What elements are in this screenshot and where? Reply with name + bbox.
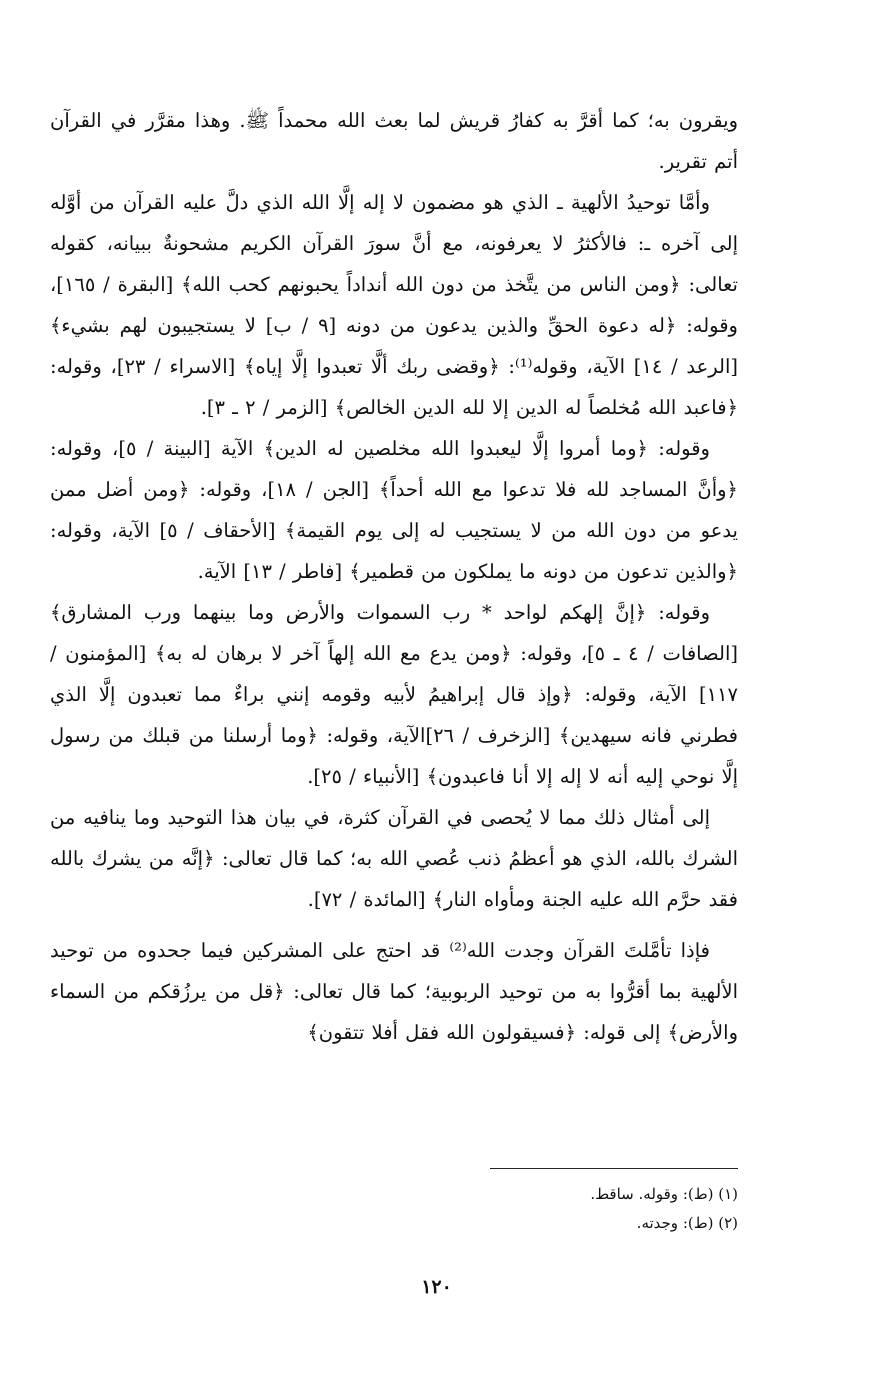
footnote-2: (٢) (ط): وجدته. (636, 1214, 738, 1232)
footnotes (138, 1180, 738, 1238)
paragraph-5: إلى أمثال ذلك مما لا يُحصى في القرآن كثرة، في بيان هذا التوحيد وما ينافيه من الشرك بالله، الذي هو أعظمُ ذنب عُصي الله به؛ كما قال تعالى: ﴿إنَّه من يشرك بالله فقد حرَّم الله عليه الجنة ومأواه النار﴾ [المائدة / ٧٢]. (50, 806, 738, 911)
paragraph-1: ويقرون به؛ كما أقرَّ به كفارُ قريش لما بعث الله محمداً ﷺ. وهذا مقرَّر في القرآن أتم تقرير. (50, 109, 738, 173)
page-body (50, 100, 738, 1053)
footnote-divider (490, 1168, 738, 1169)
page-number: ١٢٠ (421, 1276, 452, 1298)
paragraph-4: وقوله: ﴿إنَّ إلهكم لواحد * رب السموات والأرض وما بينهما ورب المشارق﴾ [الصافات / ٤ ـ ٥]، وقوله: ﴿ومن يدع مع الله إلهاً آخر لا برهان له به﴾ [المؤمنون / ١١٧] الآية، وقوله: ﴿وإذ قال إبراهيمُ لأبيه وقومه إنني براءٌ مما تعبدون إلَّا الذي فطرني فانه سيهدين﴾ [الزخرف / ٢٦]الآية، وقوله: ﴿وما أرسلنا من قبلك من رسول إلَّا نوحي إليه أنه لا إله إلا أنا فاعبدون﴾ [الأنبياء / ٢٥]. (50, 601, 738, 788)
footnote-1: (١) (ط): وقوله. ساقط. (590, 1185, 738, 1203)
paragraph-2: وأمَّا توحيدُ الألهية ـ الذي هو مضمون لا إله إلَّا الله الذي دلَّ عليه القرآن من أوَّله إلى آخره ـ: فالأكثرُ لا يعرفونه، مع أنَّ سورَ القرآن الكريم مشحونةٌ ببيانه، كقوله تعالى: ﴿ومن الناس من يتَّخذ من دون الله أنداداً يحبونهم كحب الله﴾ [البقرة / ١٦٥]، وقوله: ﴿له دعوة الحقِّ والذين يدعون من دونه [٩ / ب] لا يستجيبون لهم بشيء﴾ [الرعد / ١٤] الآية، وقوله⁽¹⁾: ﴿وقضى ربك ألَّا تعبدوا إلَّا إياه﴾ [الاسراء / ٢٣]، وقوله: ﴿فاعبد الله مُخلصاً له الدين إلا لله الدين الخالص﴾ [الزمر / ٢ ـ ٣]. (50, 191, 738, 419)
paragraph-6: فإذا تأمَّلتَ القرآن وجدت الله⁽²⁾ قد احتج على المشركين فيما جحدوه من توحيد الألهية بما أقرُّوا به من توحيد الربوبية؛ كما قال تعالى: ﴿قل من يرزُقكم من السماء والأرض﴾ إلى قوله: ﴿فسيقولون الله فقل أفلا تتقون﴾ (50, 939, 738, 1044)
paragraph-3: وقوله: ﴿وما أمروا إلَّا ليعبدوا الله مخلصين له الدين﴾ الآية [البينة / ٥]، وقوله: ﴿وأنَّ المساجد لله فلا تدعوا مع الله أحداً﴾ [الجن / ١٨]، وقوله: ﴿ومن أضل ممن يدعو من دون الله من لا يستجيب له إلى يوم القيمة﴾ [الأحقاف / ٥] الآية، وقوله: ﴿والذين تدعون من دونه ما يملكون من قطمير﴾ [فاطر / ١٣] الآية. (50, 437, 738, 583)
